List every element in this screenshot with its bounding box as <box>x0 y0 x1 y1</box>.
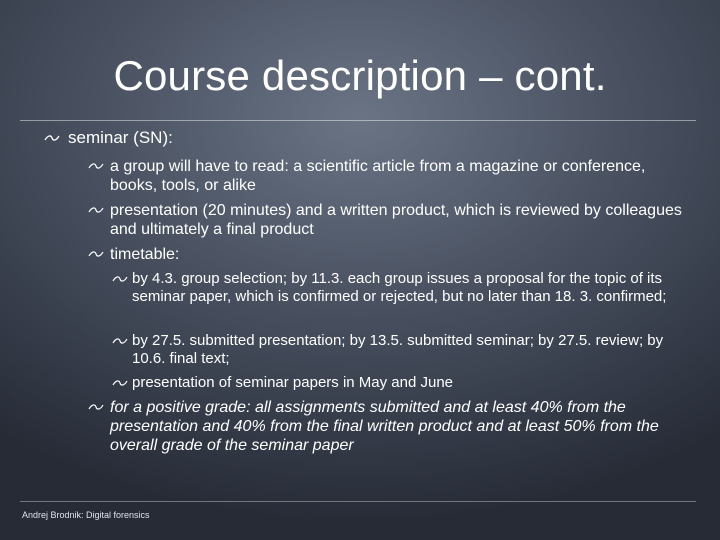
bullet-positive-grade <box>88 398 692 455</box>
bullet-text: presentation (20 minutes) and a written product, which is reviewed by colleagues and ultimately a final product <box>110 202 682 238</box>
bullet-group-selection <box>112 270 684 306</box>
wave-bullet-icon <box>88 403 108 411</box>
footer-divider <box>20 501 696 502</box>
bullet-text: presentation of seminar papers in May and June <box>132 374 454 391</box>
wave-bullet-icon <box>112 337 132 345</box>
wave-bullet-icon <box>88 162 108 170</box>
bullet-text: for a positive grade: all assignments submitted and at least 40% from the presentation and 40% from the final written product and at least 50% from the overall grade of the seminar paper <box>110 399 659 454</box>
bullet-text: by 4.3. group selection; by 11.3. each group issues a proposal for the topic of its seminar paper, which is confirmed or rejected, but no later than 18. 3. confirmed; <box>132 270 667 305</box>
bullet-deadlines <box>112 332 672 368</box>
bullet-presentation <box>88 201 692 239</box>
wave-bullet-icon <box>112 275 132 283</box>
slide-title: Course description – cont. <box>113 52 607 99</box>
bullet-text: seminar (SN): <box>68 128 173 147</box>
wave-bullet-icon <box>112 379 132 387</box>
wave-bullet-icon <box>44 134 62 142</box>
bullet-timetable <box>88 245 688 264</box>
bullet-reading <box>88 157 688 195</box>
title-divider <box>20 120 696 121</box>
bullet-text: by 27.5. submitted presentation; by 13.5. submitted seminar; by 27.5. review; by 10.6. final text; <box>132 332 664 367</box>
slide-footer: Andrej Brodnik: Digital forensics <box>22 510 150 520</box>
wave-bullet-icon <box>88 206 108 214</box>
wave-bullet-icon <box>88 250 108 258</box>
bullet-presentations-timing <box>112 374 684 392</box>
bullet-text: a group will have to read: a scientific article from a magazine or conference, books, tools, or alike <box>110 158 646 194</box>
bullet-text: timetable: <box>110 246 180 263</box>
bullet-seminar <box>44 128 684 148</box>
